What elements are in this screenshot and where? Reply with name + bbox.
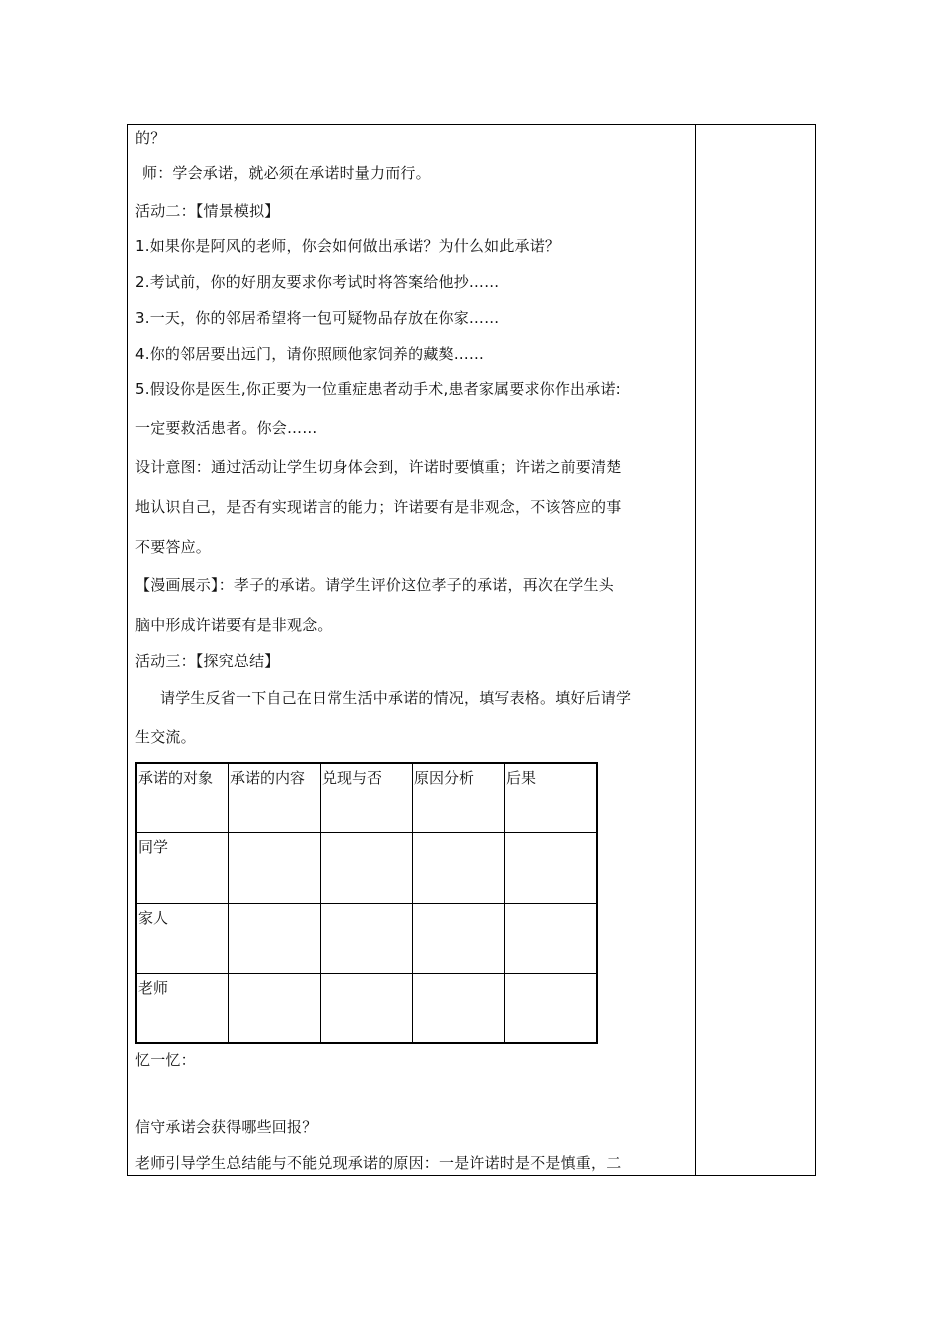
text-line: 1.如果你是阿风的老师，你会如何做出承诺？为什么如此承诺？ [135, 237, 561, 255]
text-line: 生交流。 [135, 728, 196, 746]
text-line: 设计意图：通过活动让学生切身体会到，许诺时要慎重；许诺之前要清楚 [135, 458, 622, 476]
table-header-cell: 后果 [506, 769, 537, 787]
text-line: 老师引导学生总结能与不能兑现承诺的原因：一是许诺时是不是慎重，二 [135, 1154, 622, 1172]
table-header-cell: 承诺的对象 [138, 769, 214, 787]
text-line: 请学生反省一下自己在日常生活中承诺的情况，填写表格。填好后请学 [160, 689, 632, 707]
table-row-label: 同学 [138, 838, 169, 856]
table-row-label: 老师 [138, 979, 169, 997]
text-line: 忆一忆： [135, 1051, 196, 1069]
text-line: 不要答应。 [135, 538, 212, 556]
text-line: 信守承诺会获得哪些回报？ [135, 1118, 318, 1136]
text-line: 2.考试前，你的好朋友要求你考试时将答案给他抄…… [135, 273, 500, 291]
table-header-cell: 原因分析 [414, 769, 475, 787]
text-line: 5.假设你是医生,你正要为一位重症患者动手术,患者家属要求你作出承诺: [135, 380, 621, 398]
text-line: 一定要救活患者。你会…… [135, 419, 318, 437]
column-divider [695, 124, 696, 1176]
text-line: 4.你的邻居要出远门，请你照顾他家饲养的藏獒…… [135, 345, 485, 363]
table-row-label: 家人 [138, 909, 169, 927]
section-heading: 活动二：【情景模拟】 [135, 202, 280, 220]
text-line: 的？ [135, 129, 166, 147]
text-line: 地认识自己，是否有实现诺言的能力；许诺要有是非观念，不该答应的事 [135, 498, 622, 516]
promise-table [135, 762, 598, 1044]
table-header-cell: 兑现与否 [322, 769, 383, 787]
text-line: 3.一天，你的邻居希望将一包可疑物品存放在你家…… [135, 309, 500, 327]
text-line: 脑中形成许诺要有是非观念。 [135, 616, 333, 634]
table-header-cell: 承诺的内容 [230, 769, 306, 787]
text-line: 【漫画展示】：孝子的承诺。请学生评价这位孝子的承诺，再次在学生头 [135, 576, 614, 594]
section-heading: 活动三：【探究总结】 [135, 652, 280, 670]
text-line: 师：学会承诺，就必须在承诺时量力而行。 [142, 164, 431, 182]
